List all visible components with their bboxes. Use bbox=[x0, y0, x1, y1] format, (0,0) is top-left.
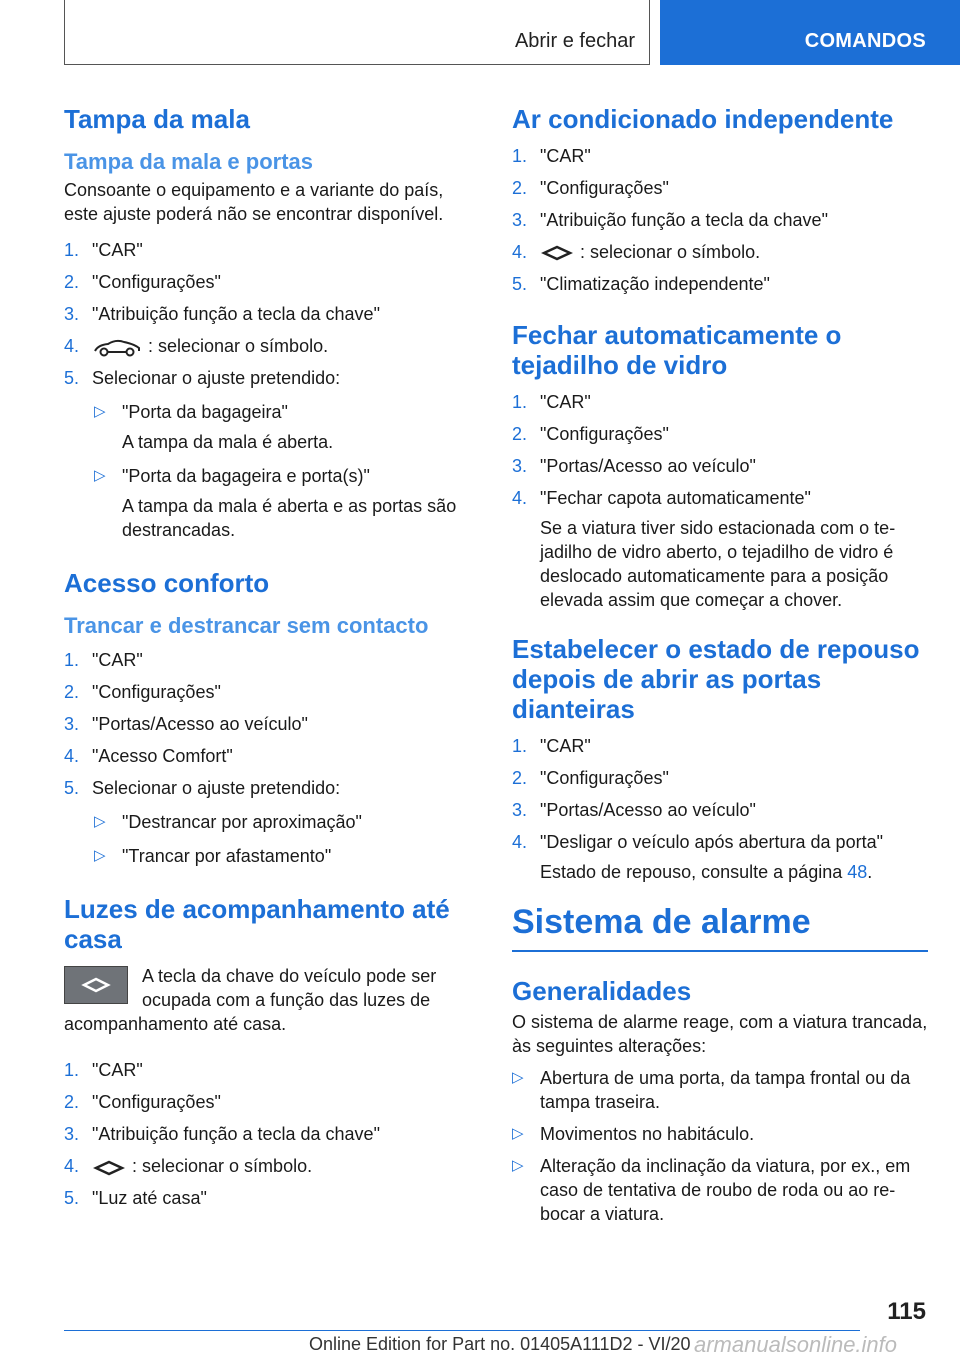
list-item: 4. : selecionar o símbolo. bbox=[64, 1156, 313, 1177]
list-item: 2. "Configurações" bbox=[64, 272, 221, 292]
heading-alarme: Sistema de alarme bbox=[512, 902, 928, 952]
list-item: 3. "Atribuição função a tecla da chave" bbox=[64, 1124, 380, 1145]
list-item: 5. "Luz até casa" bbox=[64, 1188, 207, 1209]
heading-fechar: Fechar automaticamente o tejadilho de vidro bbox=[512, 320, 842, 380]
gen-intro: O sistema de alarme reage, com a viatura trancada, às seguintes alterações: bbox=[512, 1012, 928, 1056]
option-item: ▷ "Trancar por afastamento" bbox=[94, 846, 332, 867]
watermark-site: armanualsonline.info bbox=[694, 1332, 898, 1357]
heading-generalidades: Generalidades bbox=[512, 976, 692, 1006]
list-item: 4. "Acesso Comfort" bbox=[64, 746, 233, 767]
list-item: 3. "Portas/Acesso ao veículo" bbox=[64, 714, 308, 735]
header-chapter-label: COMANDOS bbox=[804, 30, 926, 52]
subheading-tampa: Tampa da mala e portas bbox=[64, 149, 314, 174]
list-item: 2. "Configurações" bbox=[64, 1092, 221, 1113]
fechar-note: Se a viatura tiver sido estacionada com o tejadilho de vidro aberto, o tejadilho de vidro é deslocado automaticamente para a posição elevada assim que começar a chover. bbox=[540, 518, 896, 610]
ar-steps bbox=[512, 144, 928, 296]
luzes-intro-block: A tecla da chave do veículo pode ser ocupada com a função das luzes de acompanhamento até casa. bbox=[64, 966, 437, 1035]
list-item: ▷ Alteração da inclinação da viatura, por ex., em caso de tentativa de roubo de roda ou ao rebocar a viatura. bbox=[512, 1156, 911, 1224]
header-chapter-tab[interactable] bbox=[660, 0, 960, 65]
list-item: 1. "CAR" bbox=[512, 736, 591, 756]
heading-tampa: Tampa da mala bbox=[64, 104, 250, 134]
list-item: 4. "Fechar capota automaticamente" Se a viatura tiver sido estacionada com o tejadilho de vidro aberto, o tejadilho de vidro é deslocado automaticamente para a posição elevada assim que começar a chover. bbox=[512, 486, 928, 612]
option-item: ▷ "Destrancar por aproximação" bbox=[94, 812, 362, 833]
gen-list bbox=[512, 1066, 928, 1226]
list-item: 3. "Atribuição função a tecla da chave" bbox=[512, 210, 828, 230]
footer-rule bbox=[64, 1330, 860, 1331]
diamond-key-icon bbox=[540, 245, 574, 261]
key-button-image bbox=[64, 966, 128, 1004]
acesso-steps bbox=[64, 648, 476, 868]
left-column bbox=[64, 98, 476, 1218]
list-item: 2. "Configurações" bbox=[64, 682, 221, 703]
list-item: 5. Selecionar o ajuste pretendido: ▷ "Porta da bagageira" A tampa da mala é aberta. ▷ "Porta da bagageira e porta(s)" A tampa da mala é aberta e as portas são destrancadas. bbox=[64, 366, 476, 542]
tampa-steps bbox=[64, 238, 476, 542]
header-section-title: Abrir e fechar bbox=[514, 30, 635, 52]
page-number: 115 bbox=[887, 1298, 926, 1325]
list-item: 1. "CAR" bbox=[512, 146, 591, 166]
list-item: 4. : selecionar o símbolo. bbox=[512, 242, 761, 262]
page-link[interactable]: 48 bbox=[847, 862, 868, 882]
list-item: 3. "Atribuição função a tecla da chave" bbox=[64, 304, 380, 324]
list-item: 4. "Desligar o veículo após abertura da porta" Estado de repouso, consulte a página 48. bbox=[512, 830, 928, 884]
list-item: 2. "Configurações" bbox=[512, 768, 669, 788]
tampa-intro: Consoante o equipamento e a variante do país, este ajuste poderá não se encontrar disponível. bbox=[64, 180, 444, 224]
heading-repouso: Estabelecer o estado de repouso depois de abrir as portas dianteiras bbox=[512, 634, 920, 724]
luzes-steps bbox=[64, 1058, 476, 1210]
option-item: ▷ "Porta da bagageira" A tampa da mala é aberta. bbox=[94, 402, 334, 453]
list-item: 5. "Climatização independente" bbox=[512, 274, 770, 294]
list-item: 1. "CAR" bbox=[512, 392, 591, 412]
list-item: 4. : selecionar o símbolo. bbox=[64, 334, 476, 358]
right-column bbox=[512, 98, 928, 1234]
subheading-acesso: Trancar e destrancar sem contacto bbox=[64, 613, 429, 639]
diamond-key-icon bbox=[80, 977, 112, 993]
list-item: 3. "Portas/Acesso ao veículo" bbox=[512, 800, 756, 820]
repouso-steps bbox=[512, 734, 928, 884]
footer-edition: Online Edition for Part no. 01405A111D2 - VI/20 bbox=[309, 1334, 691, 1354]
heading-acesso: Acesso conforto bbox=[64, 568, 270, 599]
header-section-box bbox=[64, 0, 650, 65]
diamond-key-icon bbox=[92, 1160, 126, 1176]
list-item: 1. "CAR" bbox=[64, 650, 143, 671]
heading-ar: Ar condicionado independente bbox=[512, 104, 894, 134]
heading-luzes: Luzes de acompanhamento até casa bbox=[64, 894, 450, 955]
list-item: 2. "Configurações" bbox=[512, 424, 669, 444]
list-item: 5. Selecionar o ajuste pretendido: ▷ "Destrancar por aproximação" ▷ "Trancar por afastamento" bbox=[64, 776, 476, 868]
list-item: 2. "Configurações" bbox=[512, 178, 669, 198]
list-item: 1. "CAR" bbox=[64, 240, 143, 260]
list-item: ▷ Movimentos no habitáculo. bbox=[512, 1124, 755, 1144]
repouso-note: Estado de repouso, consulte a página 48. bbox=[540, 862, 873, 882]
list-item: ▷ Abertura de uma porta, da tampa frontal ou da tampa traseira. bbox=[512, 1068, 911, 1112]
car-trunk-icon bbox=[92, 336, 142, 358]
list-item: 1. "CAR" bbox=[64, 1060, 143, 1081]
option-item: ▷ "Porta da bagageira e porta(s)" A tampa da mala é aberta e as portas são destrancadas. bbox=[94, 466, 457, 541]
fechar-steps bbox=[512, 390, 928, 612]
list-item: 3. "Portas/Acesso ao veículo" bbox=[512, 456, 756, 476]
